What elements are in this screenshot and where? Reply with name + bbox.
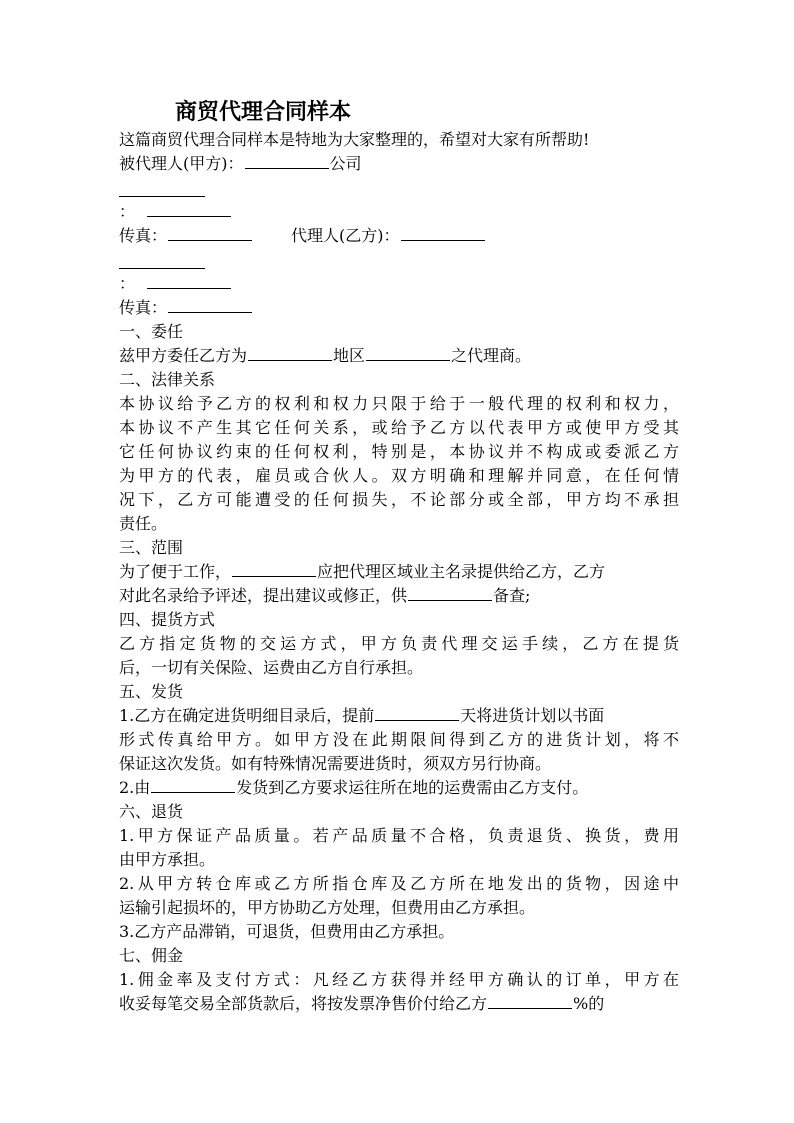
section-5-heading: 五、发货 [119,682,184,701]
s1-text-b: 地区 [333,346,366,365]
party-a-label: 被代理人(甲方)： [119,154,244,173]
s6-line-2: 由甲方承担。 [119,850,216,869]
s7-text-b: %的 [573,994,605,1013]
s2-line-3: 它任何协议约束的任何权利，特别是，本协议并不构成或委派乙方 [119,442,679,461]
party-a-suffix: 公司 [329,154,362,173]
s5-line-4 [119,776,679,800]
s6-line-4: 运输引起损坏的，甲方协助乙方处理，但费用由乙方承担。 [119,898,536,917]
s3-text-c: 对此名录给予评述，提出建议或修正，供 [119,586,408,605]
party-a-phone-blank[interactable] [147,201,231,217]
party-b-fax-line [119,296,679,320]
s7-line-2 [119,992,679,1016]
party-a-address-line [119,176,679,200]
advance-days-blank[interactable] [375,705,459,721]
party-a-address-blank[interactable] [119,176,205,197]
s3-line-2 [119,584,679,608]
party-b-phone-blank[interactable] [147,273,231,289]
s6-line-5: 3.乙方产品滞销，可退货，但费用由乙方承担。 [119,922,455,941]
s3-text-d: 备查; [493,586,531,605]
s1-text-c: 之代理商。 [451,346,532,365]
s6-line-3: 2.从甲方转仓库或乙方所指仓库及乙方所在地发出的货物，因途中 [119,874,679,893]
section-4-heading: 四、提货方式 [119,610,216,629]
s5-text-b: 天将进货计划以书面 [460,706,605,725]
party-a-colon: ： [119,202,136,221]
party-b-address-line [119,248,679,272]
s5-text-c: 2.由 [119,778,151,797]
s4-line-2: 后，一切有关保险、运费由乙方自行承担。 [119,658,424,677]
fax-and-party-b-line [119,224,679,248]
intro-text: 这篇商贸代理合同样本是特地为大家整理的，希望对大家有所帮助! [119,130,590,149]
section-2-heading: 二、法律关系 [119,370,216,389]
s3-reference-blank[interactable] [408,585,492,601]
s2-line-6: 责任。 [119,514,168,533]
party-a-phone-line [119,200,679,224]
section-7-heading: 七、佣金 [119,946,184,965]
party-a-name-blank[interactable] [245,153,329,169]
section-1-text [119,344,679,368]
shipper-blank[interactable] [151,777,235,793]
party-b-colon: ： [119,274,136,293]
contract-page [119,96,679,1016]
s7-line-1: 1.佣金率及支付方式：凡经乙方获得并经甲方确认的订单，甲方在 [119,970,679,989]
commission-rate-blank[interactable] [488,993,572,1009]
s2-line-1: 本协议给予乙方的权利和权力只限于给于一般代理的权利和权力， [119,394,679,413]
s2-line-5: 况下，乙方可能遭受的任何损失，不论部分或全部，甲方均不承担 [119,490,679,509]
s5-line-3: 保证这次发货。如有特殊情况需要进货时，须双方另行协商。 [119,754,552,773]
s2-line-4: 为甲方的代表，雇员或合伙人。双方明确和理解并同意，在任何情 [119,466,679,485]
party-b-name-blank[interactable] [401,225,485,241]
party-b-fax-blank[interactable] [168,297,252,313]
s5-line-1 [119,704,679,728]
section-6-heading: 六、退货 [119,802,184,821]
party-b-label: 代理人(乙方)： [291,226,400,245]
section-3-heading: 三、范围 [119,538,184,557]
party-a-fax-blank[interactable] [168,225,252,241]
party-b-phone-line [119,272,679,296]
s3-line-1 [119,560,679,584]
agent-region-blank[interactable] [248,345,332,361]
s2-line-2: 本协议不产生其它任何关系，或给予乙方以代表甲方或使甲方受其 [119,418,679,437]
agent-area-blank[interactable] [366,345,450,361]
s7-text-a: 收妥每笔交易全部货款后，将按发票净售价付给乙方 [119,994,488,1013]
s3-text-b: 应把代理区域业主名录提供给乙方，乙方 [317,562,606,581]
section-1-heading: 一、委任 [119,322,184,341]
party-b-fax-label: 传真： [119,298,168,317]
s5-line-2: 形式传真给甲方。如甲方没在此期限间得到乙方的进货计划，将不 [119,730,679,749]
s5-text-a: 1.乙方在确定进货明细目录后，提前 [119,706,375,725]
party-a-line [119,152,679,176]
party-a-fax-label: 传真： [119,226,168,245]
party-b-address-blank[interactable] [119,248,205,269]
s4-line-1: 乙方指定货物的交运方式，甲方负责代理交运手续，乙方在提货 [119,634,679,653]
s3-party-blank[interactable] [232,561,316,577]
document-title: 商贸代理合同样本 [175,99,352,125]
s6-line-1: 1.甲方保证产品质量。若产品质量不合格，负责退货、换货，费用 [119,826,679,845]
s3-text-a: 为了便于工作， [119,562,232,581]
s1-text-a: 兹甲方委任乙方为 [119,346,248,365]
s5-text-d: 发货到乙方要求运往所在地的运费需由乙方支付。 [236,778,589,797]
